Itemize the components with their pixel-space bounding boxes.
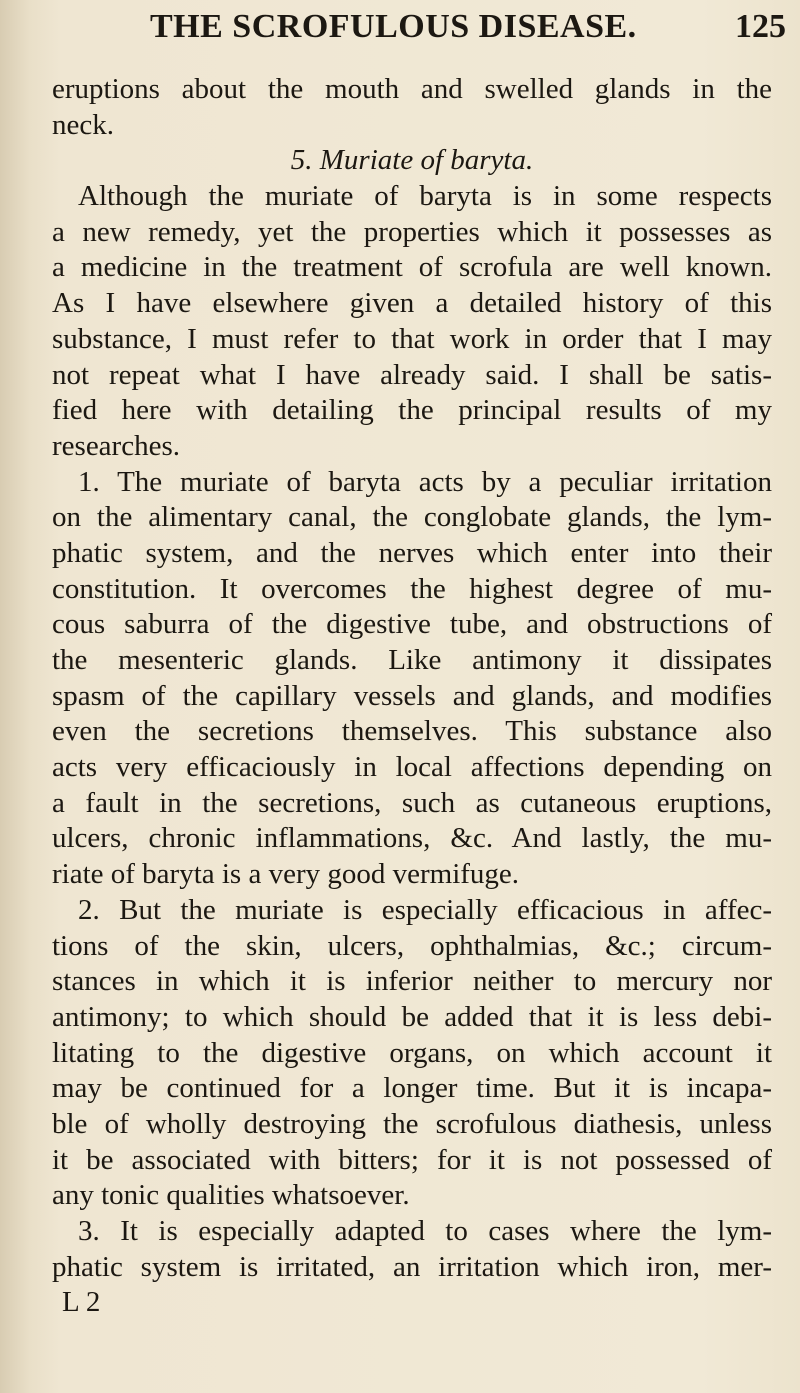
text-line: a medicine in the treatment of scrofula are well known.: [52, 251, 772, 284]
text-line: researches.: [52, 429, 180, 462]
text-line: 1. The muriate of baryta acts by a peculiar irritation: [78, 465, 772, 498]
text-line: even the secretions themselves. This substance also: [52, 715, 772, 748]
running-title: THE SCROFULOUS DISEASE.: [150, 8, 637, 45]
text-line: 5. Muriate of baryta.: [290, 144, 534, 177]
text-line: any tonic qualities whatsoever.: [52, 1179, 410, 1212]
text-line: neck.: [52, 108, 114, 141]
text-line: may be continued for a longer time. But it is incapa-: [52, 1072, 772, 1105]
text-line: Although the muriate of baryta is in some respects: [78, 180, 772, 213]
text-line: fied here with detailing the principal results of my: [52, 394, 772, 427]
text-line: on the alimentary canal, the conglobate glands, the lym-: [52, 501, 772, 534]
text-line: acts very efficaciously in local affections depending on: [52, 751, 772, 784]
text-line: stances in which it is inferior neither to mercury nor: [52, 965, 772, 998]
text-line: 2. But the muriate is especially efficacious in affec-: [78, 893, 772, 926]
body-text: [52, 72, 772, 1321]
text-line: As I have elsewhere given a detailed history of this: [52, 287, 772, 320]
text-line: not repeat what I have already said. I shall be satis-: [52, 358, 772, 391]
text-line: ulcers, chronic inflammations, &c. And lastly, the mu-: [52, 822, 772, 855]
text-line: the mesenteric glands. Like antimony it dissipates: [52, 644, 772, 676]
text-line: cous saburra of the digestive tube, and obstructions of: [52, 608, 772, 641]
text-line: tions of the skin, ulcers, ophthalmias, &c.; circum-: [52, 929, 772, 962]
text-line: constitution. It overcomes the highest degree of mu-: [52, 572, 772, 605]
text-line: 3. It is especially adapted to cases where the lym-: [78, 1215, 772, 1247]
text-line: substance, I must refer to that work in order that I may: [52, 322, 772, 355]
text-line: a new remedy, yet the properties which it possesses as: [52, 215, 772, 248]
text-line: spasm of the capillary vessels and glands, and modifies: [52, 679, 772, 712]
text-line: L 2: [62, 1286, 101, 1319]
text-line: a fault in the secretions, such as cutaneous eruptions,: [52, 786, 772, 819]
page-number: 125: [735, 8, 786, 45]
text-line: phatic system is irritated, an irritation which iron, mer-: [52, 1250, 772, 1283]
text-line: litating to the digestive organs, on which account it: [52, 1036, 772, 1069]
text-line: phatic system, and the nerves which enter into their: [52, 536, 772, 569]
text-line: eruptions about the mouth and swelled glands in the: [52, 73, 772, 105]
text-line: ble of wholly destroying the scrofulous diathesis, unless: [52, 1107, 772, 1140]
text-line: riate of baryta is a very good vermifuge.: [52, 858, 520, 891]
text-line: antimony; to which should be added that it is less debi-: [52, 1000, 772, 1033]
text-line: it be associated with bitters; for it is not possessed of: [52, 1143, 772, 1176]
